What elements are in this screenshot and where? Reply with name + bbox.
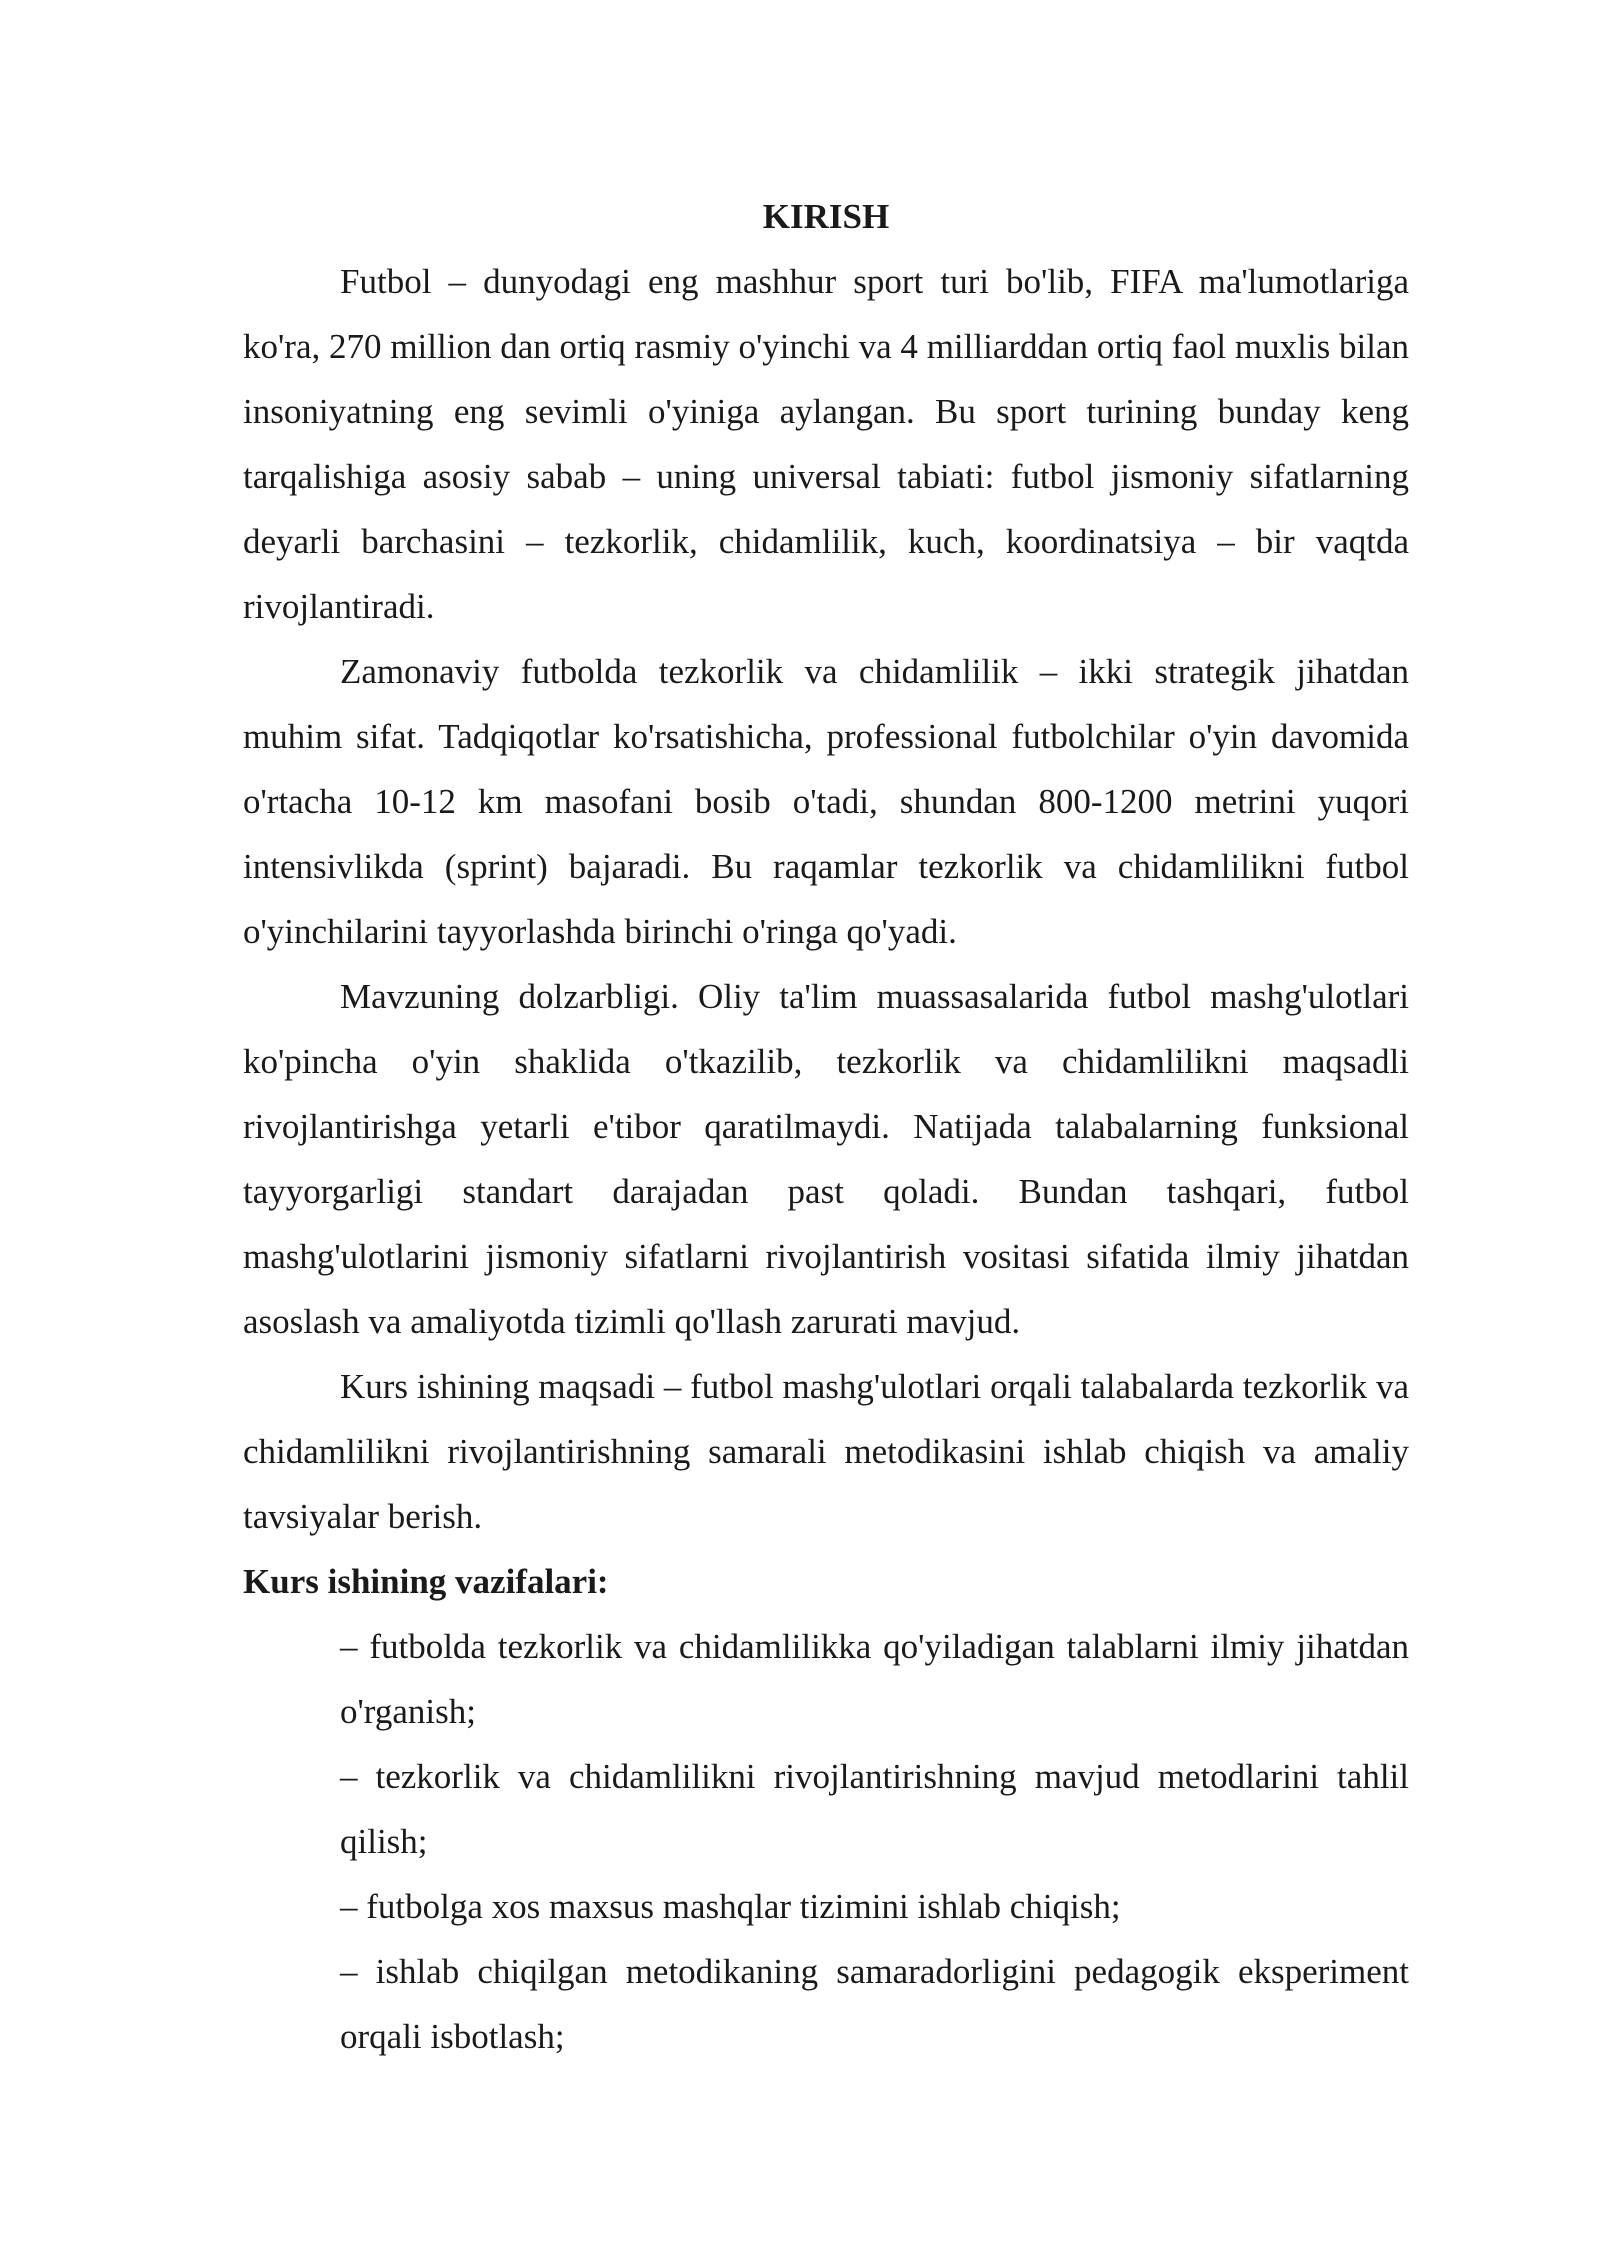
paragraph-goal: Kurs ishining maqsadi – futbol mashg'ulotlari orqali talabalarda tezkorlik va chidamlilikni rivojlantirishning samarali metodikasini ishlab chiqish va amaliy tavsiyalar berish. <box>243 1367 1409 1536</box>
paragraph-relevance: Mavzuning dolzarbligi. Oliy ta'lim muassasalarida futbol mashg'ulotlari ko'pincha o'yin shaklida o'tkazilib, tezkorlik va chidamlilikni maqsadli rivojlantirishga yetarli e'tibor qaratilmaydi. Natijada talabalarning funksional tayyorgarligi standart darajadan past qoladi. Bundan tashqari, futbol mashg'ulotlarini jismoniy sifatlarni rivojlantirish vositasi sifatida ilmiy jihatdan asoslash va amaliyotda tizimli qo'llash zarurati mavjud. <box>243 977 1409 1341</box>
list-item: – ishlab chiqilgan metodikaning samaradorligini pedagogik eksperiment orqali isbotlash; <box>340 1952 1409 2056</box>
tasks-heading: Kurs ishining vazifalari: <box>243 1562 609 1601</box>
document-body <box>243 184 1409 2069</box>
list-item: – tezkorlik va chidamlilikni rivojlantirishning mavjud metodlarini tahlil qilish; <box>340 1757 1409 1861</box>
tasks-list <box>243 1614 1409 2069</box>
section-title: KIRISH <box>762 197 890 236</box>
list-item: – futbolda tezkorlik va chidamlilikka qo'yiladigan talablarni ilmiy jihatdan o'rganish; <box>340 1627 1409 1731</box>
paragraph-modern-football: Zamonaviy futbolda tezkorlik va chidamlilik – ikki strategik jihatdan muhim sifat. Tadqiqotlar ko'rsatishicha, professional futbolchilar o'yin davomida o'rtacha 10-12 km masofani bosib o'tadi, shundan 800-1200 metrini yuqori intensivlikda (sprint) bajaradi. Bu raqamlar tezkorlik va chidamlilikni futbol o'yinchilarini tayyorlashda birinchi o'ringa qo'yadi. <box>243 652 1409 951</box>
paragraph-intro: Futbol – dunyodagi eng mashhur sport turi bo'lib, FIFA ma'lumotlariga ko'ra, 270 million dan ortiq rasmiy o'yinchi va 4 milliarddan ortiq faol muxlis bilan insoniyatning eng sevimli o'yiniga aylangan. Bu sport turining bunday keng tarqalishiga asosiy sabab – uning universal tabiati: futbol jismoniy sifatlarning deyarli barchasini – tezkorlik, chidamlilik, kuch, koordinatsiya – bir vaqtda rivojlantiradi. <box>243 262 1409 626</box>
list-item: – futbolga xos maxsus mashqlar tizimini ishlab chiqish; <box>340 1887 1121 1926</box>
